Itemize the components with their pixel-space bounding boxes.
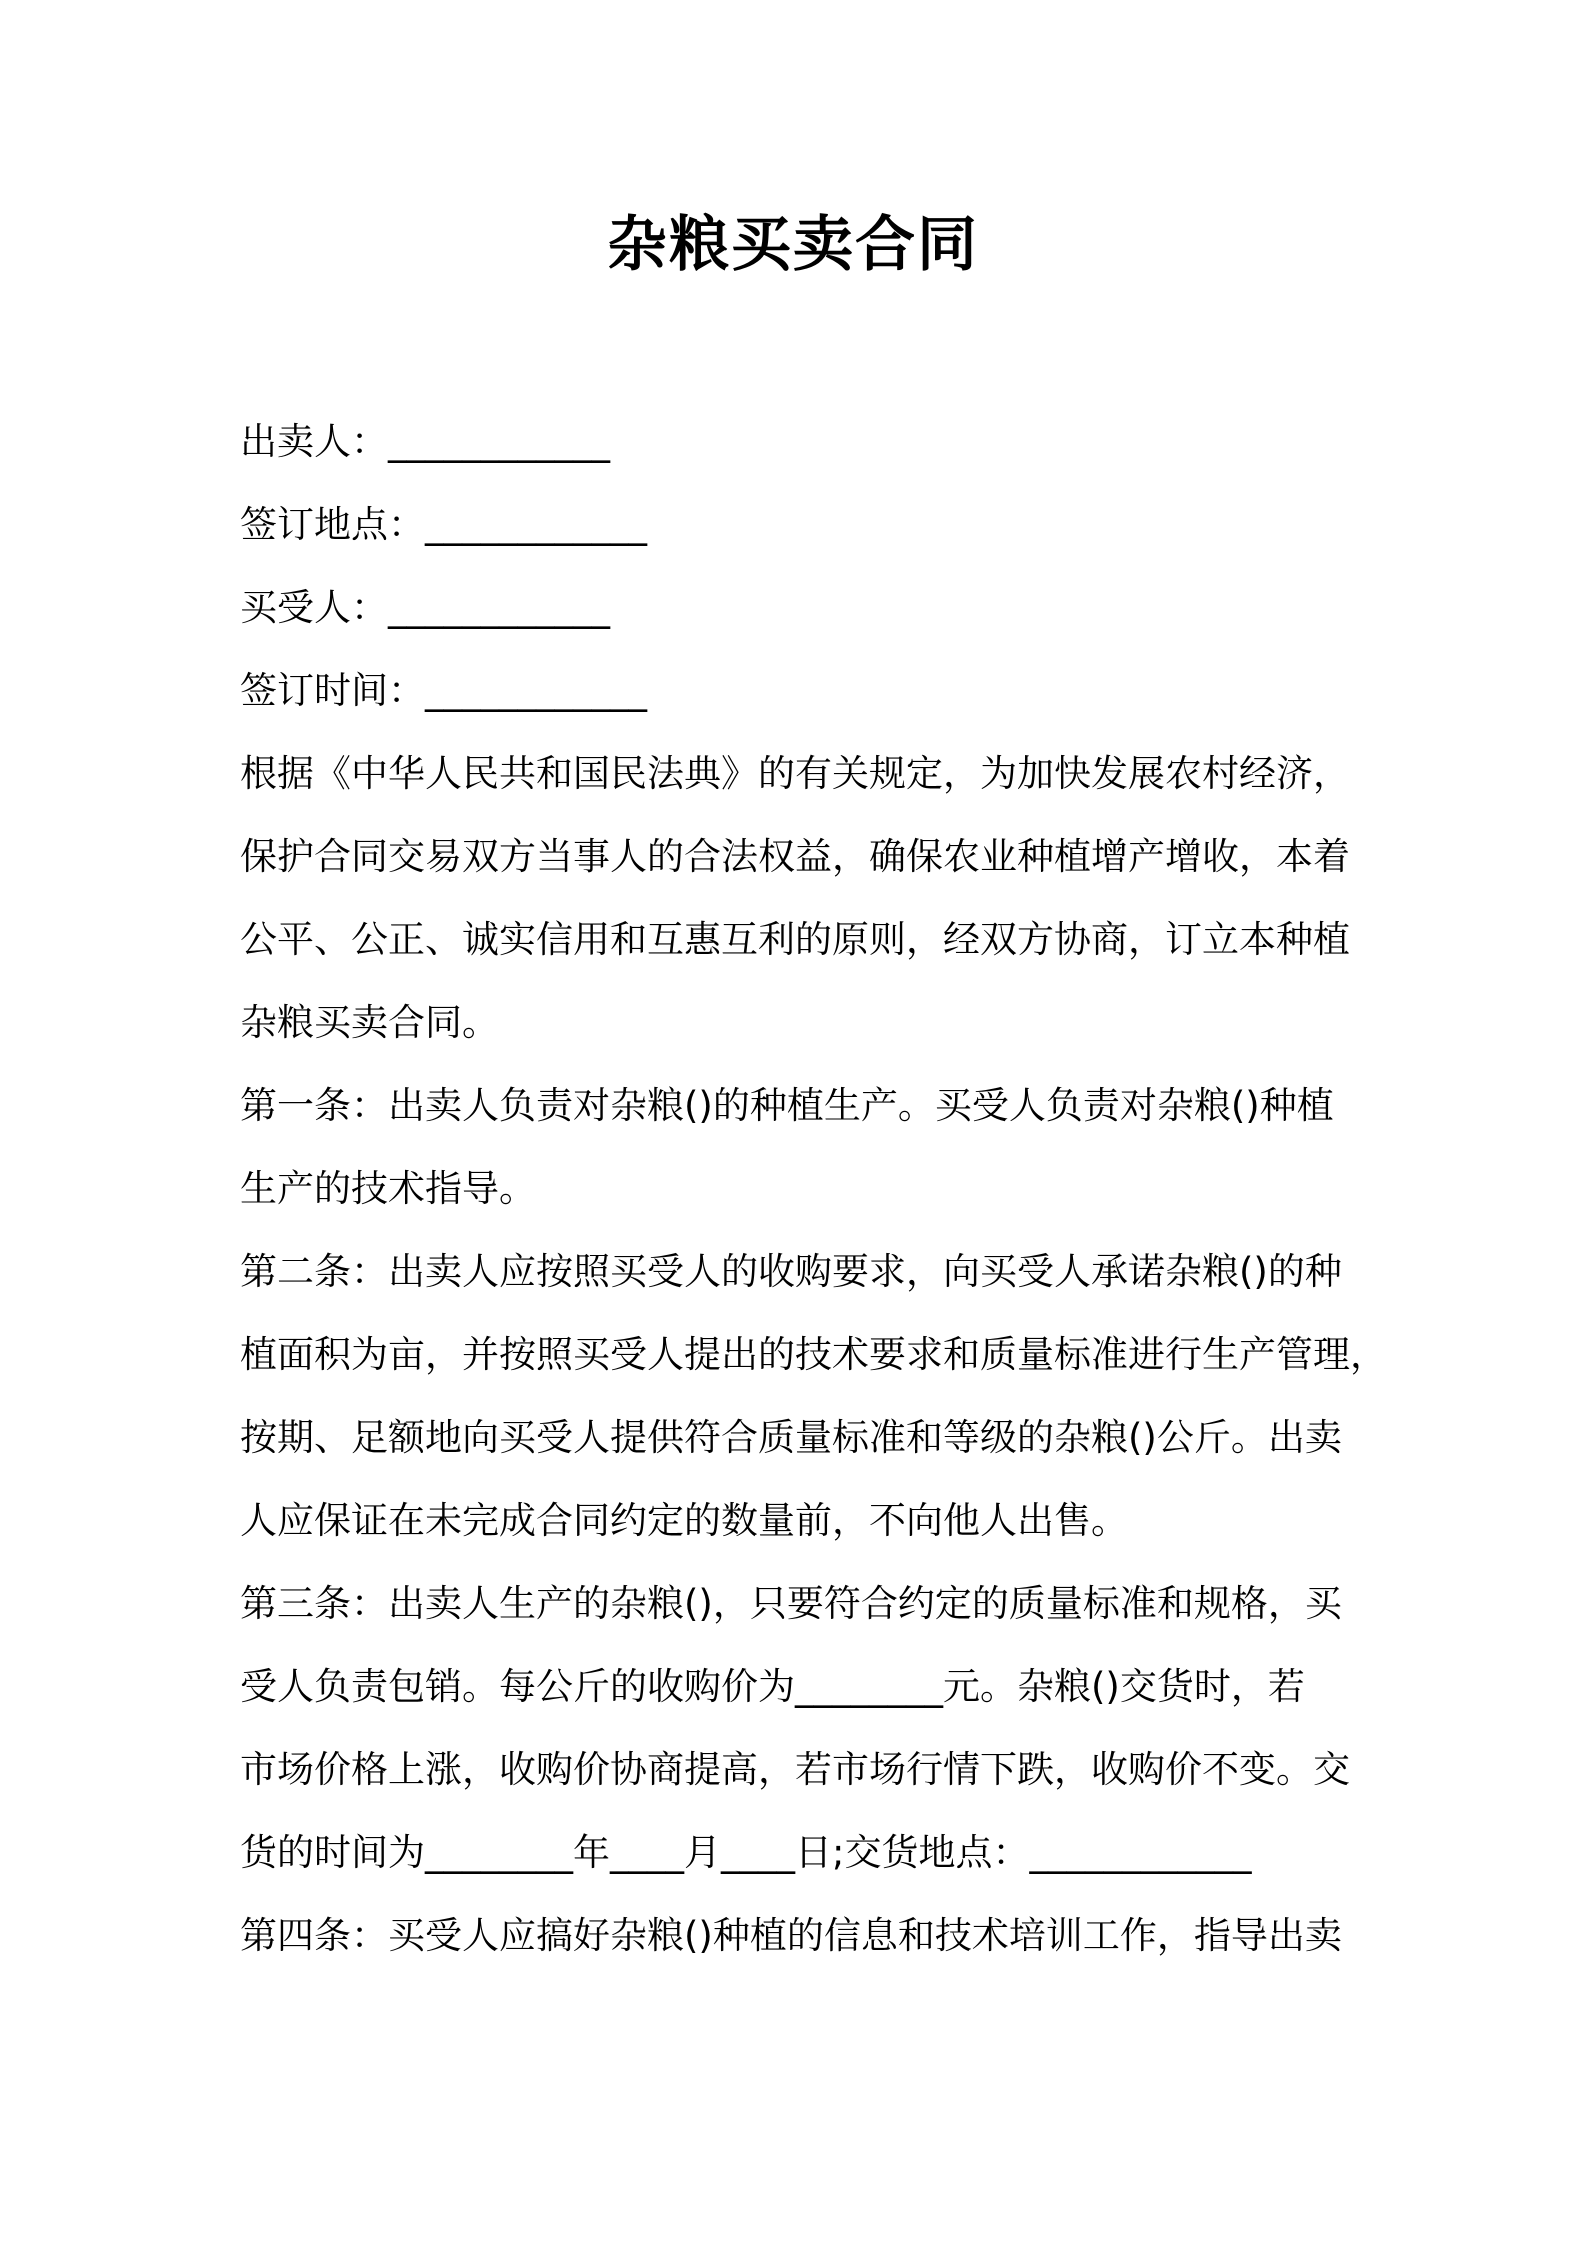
field-signing-place: 签订地点：____________ [240,503,647,546]
body-line: 根据《中华人民共和国民法典》的有关规定，为加快发展农村经济， [240,752,1350,795]
document-body [240,400,1387,1977]
body-line: 人应保证在未完成合同约定的数量前，不向他人出售。 [240,1499,1128,1542]
field-seller: 出卖人：____________ [240,420,610,463]
body-line: 市场价格上涨，收购价协商提高，若市场行情下跌，收购价不变。交 [240,1748,1350,1791]
body-line: 生产的技术指导。 [240,1167,536,1210]
field-signing-time: 签订时间：____________ [240,669,647,712]
body-line: 植面积为亩，并按照买受人提出的技术要求和质量标准进行生产管理， [240,1333,1387,1376]
body-line: 按期、足额地向买受人提供符合质量标准和等级的杂粮()公斤。出卖 [240,1416,1342,1459]
document-title: 杂粮买卖合同 [607,210,979,280]
body-line: 第三条：出卖人生产的杂粮()，只要符合约定的质量标准和规格，买 [240,1582,1342,1625]
body-line: 货的时间为________年____月____日;交货地点：____________ [240,1831,1252,1874]
body-line: 保护合同交易双方当事人的合法权益，确保农业种植增产增收，本着 [240,835,1350,878]
field-buyer: 买受人：____________ [240,586,610,629]
body-line: 公平、公正、诚实信用和互惠互利的原则，经双方协商，订立本种植 [240,918,1350,961]
body-line: 第一条：出卖人负责对杂粮()的种植生产。买受人负责对杂粮()种植 [240,1084,1334,1127]
body-line: 第二条：出卖人应按照买受人的收购要求，向买受人承诺杂粮()的种 [240,1250,1342,1293]
body-line: 杂粮买卖合同。 [240,1001,499,1044]
body-line: 第四条：买受人应搞好杂粮()种植的信息和技术培训工作，指导出卖 [240,1914,1342,1957]
body-line: 受人负责包销。每公斤的收购价为________元。杂粮()交货时，若 [240,1665,1305,1708]
